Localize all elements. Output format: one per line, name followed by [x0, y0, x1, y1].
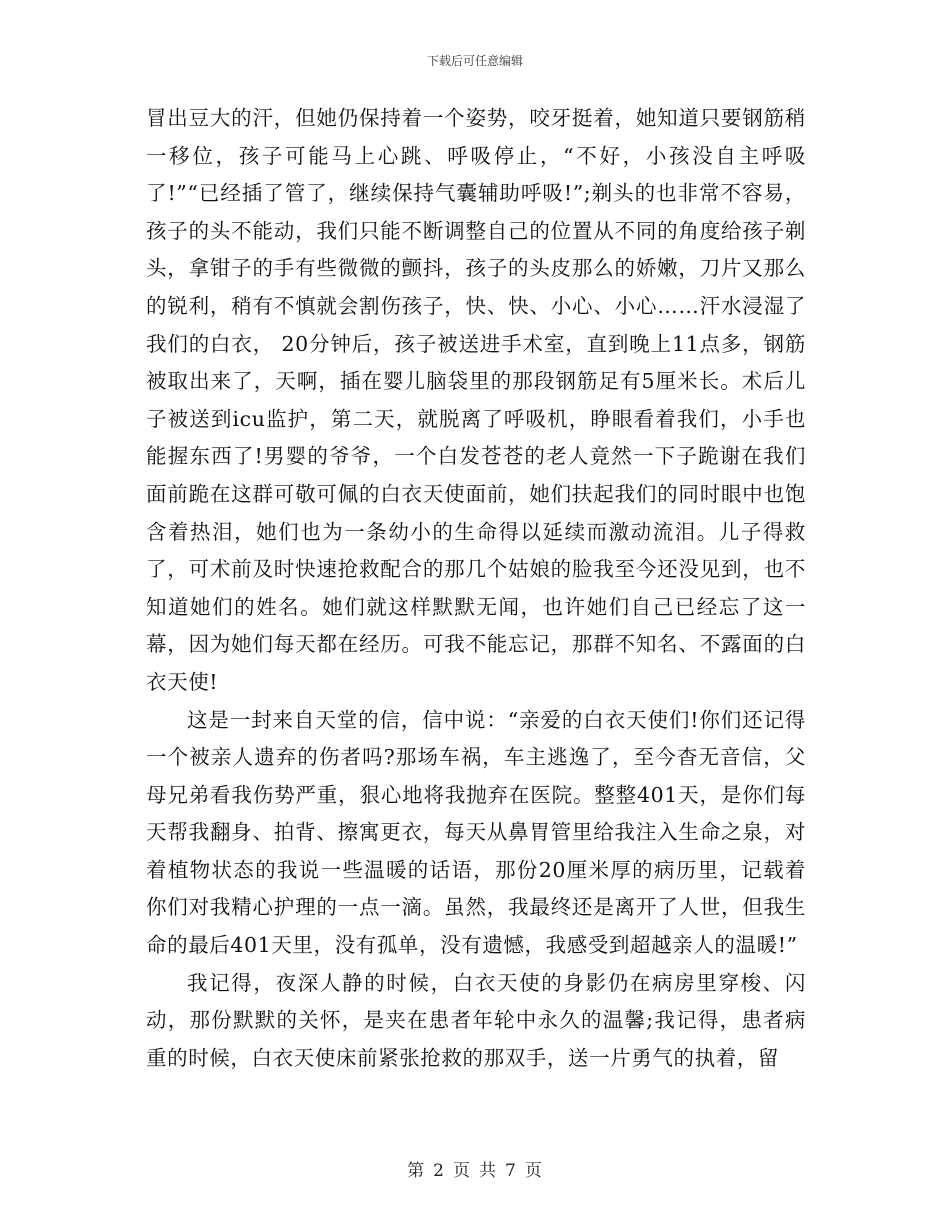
total-pages-number: 7 [505, 1161, 517, 1181]
footer-page-unit: 页 [453, 1161, 471, 1181]
footer-total-unit: 页 [524, 1161, 543, 1181]
page-header: 下载后可任意编辑 [426, 54, 523, 68]
page-footer [0, 1156, 950, 1181]
footer-total-prefix: 共 [479, 1161, 497, 1181]
footer-prefix: 第 [407, 1161, 426, 1181]
current-page-number: 2 [433, 1161, 445, 1181]
paragraph-2: 这是一封来自天堂的信，信中说：“亲爱的白衣天使们!你们还记得一个被亲人遗弃的伤者吗?那场车祸，车主逃逸了，至今杳无音信，父母兄弟看我伤势严重，狠心地将我抛弃在医院。整整401天，是你们每天帮我翻身、拍背、擦寓更衣，每天从鼻胃管里给我注入生命之泉，对着植物状态的我说一些温暖的话语，那份20厘米厚的病历里，记载着你们对我精心护理的一点一滴。虽然，我最终还是离开了人世，但我生命的最后401天里，没有孤单，没有遗憾，我感受到超越亲人的温暖!” [146, 707, 806, 958]
paragraph-1: 冒出豆大的汗，但她仍保持着一个姿势，咬牙挺着，她知道只要钢筋稍一移位，孩子可能马上心跳、呼吸停止，“不好，小孩没自主呼吸了!”“已经插了管了，继续保持气囊辅助呼吸!”;剃头的也非常不容易，孩子的头不能动，我们只能不断调整自己的位置从不同的角度给孩子剃头，拿钳子的手有些微微的颤抖，孩子的头皮那么的娇嫩，刀片又那么的锐利，稍有不慎就会割伤孩子，快、快、小心、小心……汗水浸湿了我们的白衣， 20分钟后，孩子被送进手术室，直到晚上11点多，钢筋被取出来了，天啊，插在婴儿脑袋里的那段钢筋足有5厘米长。术后儿子被送到icu监护，第二天，就脱离了呼吸机，睁眼看着我们，小手也能握东西了!男婴的爷爷，一个白发苍苍的老人竟然一下子跪谢在我们面前跪在这群可敬可佩的白衣天使面前，她们扶起我们的同时眼中也饱含着热泪，她们也为一条幼小的生命得以延续而激动流泪。儿子得救了，可术前及时快速抢救配合的那几个姑娘的脸我至今还没见到，也不知道她们的姓名。她们就这样默默无闻，也许她们自己已经忘了这一幕，因为她们每天都在经历。可我不能忘记，那群不知名、不露面的白衣天使! [146, 106, 806, 694]
document-body [146, 100, 806, 1077]
paragraph-3: 我记得，夜深人静的时候，白衣天使的身影仍在病房里穿梭、闪动，那份默默的关怀，是夹在患者年轮中永久的温馨;我记得，患者病重的时候，白衣天使床前紧张抢救的那双手，送一片勇气的执着，留 [146, 970, 806, 1070]
